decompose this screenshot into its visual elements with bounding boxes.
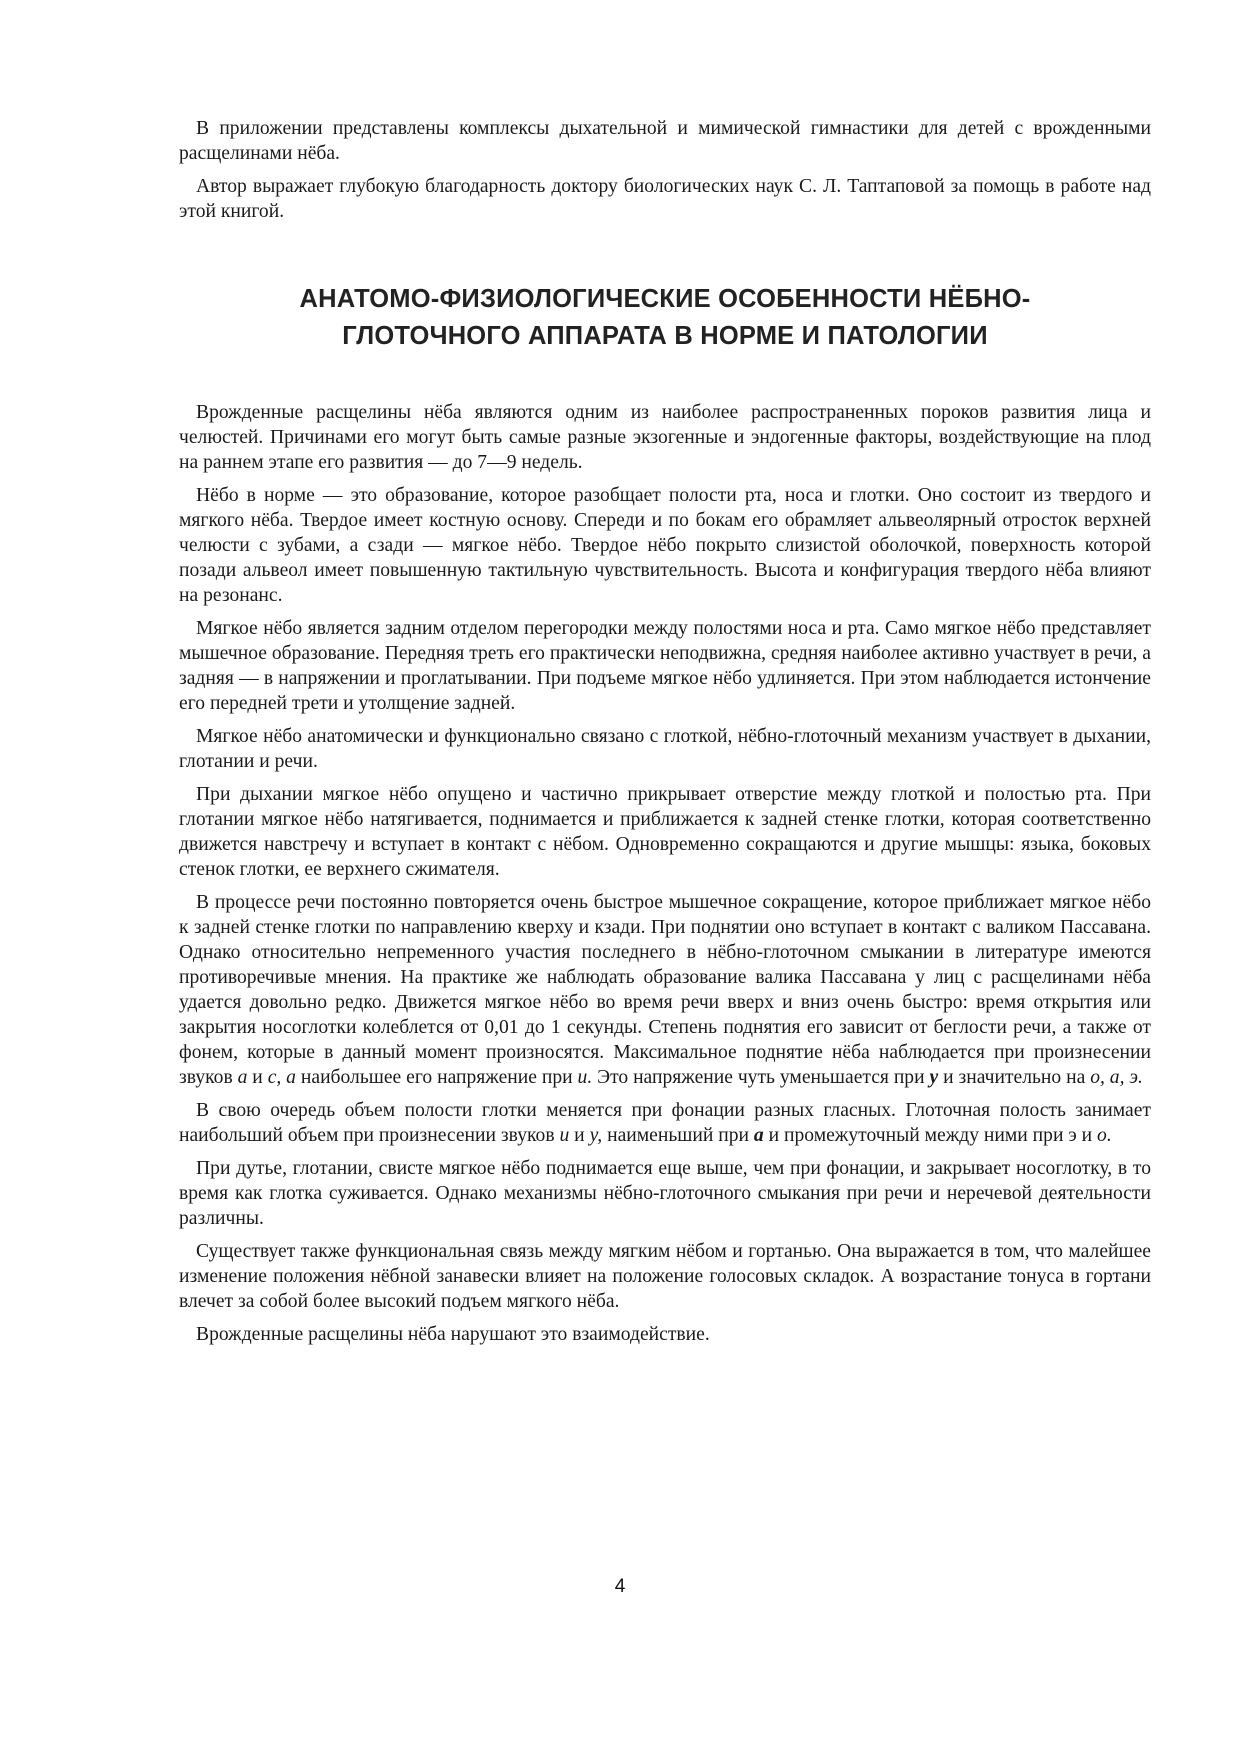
sound-label: а [237, 1067, 248, 1088]
paragraph-palate-norm: Нёбо в норме — это образование, которое разобщает полости рта, носа и глотки. Оно состоит из твердого и мягкого нёба. Твердое имеет костную основу. Спереди и по бокам его обрамляет альвеолярный отросток верхней челюсти с зубами, а сзади — мягкое нёбо. Твердое нёбо покрыто слизистой оболочкой, поверхность которой позади альвеол имеет повышенную тактильную чувствительность. Высота и конфигурация твердого нёба влияют на резонанс. [179, 485, 1151, 606]
sound-label: о. [1097, 1125, 1112, 1146]
paragraph-larynx-link: Существует также функциональная связь между мягким нёбом и гортанью. Она выражается в том, что малейшее изменение положения нёбной занавески влияет на положение голосовых складок. А возрастание тонуса в гортани влечет за собой более высокий подъем мягкого нёба. [179, 1241, 1151, 1312]
paragraph-pharynx-volume: В свою очередь объем полости глотки меняется при фонации разных гласных. Глоточная полость занимает наибольший объем при произнесении звуков и и у, наименьший при а и промежуточный между ними при э и о. [179, 1100, 1151, 1146]
section-heading-line-2: ГЛОТОЧНОГО АППАРАТА В НОРМЕ И ПАТОЛОГИИ [342, 322, 988, 350]
paragraph-cleft-palate-intro: Врожденные расщелины нёба являются одним из наиболее распространенных пороков развития лица и челюстей. Причинами его могут быть самые разные экзогенные и эндогенные факторы, воздействующие на плод на раннем этапе его развития — до 7—9 недель. [179, 402, 1151, 473]
sound-label: у, [589, 1125, 603, 1146]
sound-label: и [559, 1125, 570, 1146]
sound-label: а [753, 1125, 764, 1146]
sound-label: о, а, э. [1090, 1067, 1143, 1088]
section-heading [179, 281, 1151, 355]
paragraph-soft-palate: Мягкое нёбо является задним отделом перегородки между полостями носа и рта. Само мягкое нёбо представляет мышечное образование. Передняя треть его практически неподвижна, средняя наиболее активно участвует в речи, а задняя — в напряжении и проглатывании. При подъеме мягкое нёбо удлиняется. При этом наблюдается истончение его передней трети и утолщение задней. [179, 618, 1151, 714]
intro-section [179, 116, 1151, 232]
paragraph-palate-pharynx-link: Мягкое нёбо анатомически и функционально связано с глоткой, нёбно-глоточный механизм участвует в дыхании, глотании и речи. [179, 726, 1151, 772]
paragraph-speech-movement: В процессе речи постоянно повторяется очень быстрое мышечное сокращение, которое приближает мягкое нёбо к задней стенке глотки по направлению кверху и кзади. При поднятии оно вступает в контакт с валиком Пассавана. Однако относительно непременного участия последнего в нёбно-глоточном смыкании в литературе имеются противоречивые мнения. На практике же наблюдать образование валика Пассавана у лиц с расщелинами нёба удается довольно редко. Движется мягкое нёбо во время речи вверх и вниз очень быстро: время открытия или закрытия носоглотки колеблется от 0,01 до 1 секунды. Степень поднятия его зависит от беглости речи, а также от фонем, которые в данный момент произносятся. Максимальное поднятие нёба наблюдается при произнесении звуков а и с, а наибольшее его напряжение при и. Это напряжение чуть уменьшается при у и значительно на о, а, э. [179, 892, 1151, 1088]
paragraph-breathing-swallowing: При дыхании мягкое нёбо опущено и частично прикрывает отверстие между глоткой и полостью рта. При глотании мягкое нёбо натягивается, поднимается и приближается к задней стенке глотки, которая соответственно движется навстречу и вступает в контакт с нёбом. Одновременно сокращаются и другие мышцы: языка, боковых стенок глотки, ее верхнего сжимателя. [179, 784, 1151, 880]
sound-label: и. [577, 1067, 593, 1088]
sound-label: у [929, 1067, 939, 1088]
body-text [179, 400, 1151, 1355]
paragraph-conclusion: Врожденные расщелины нёба нарушают это взаимодействие. [196, 1324, 710, 1345]
page-number: 4 [614, 1576, 626, 1597]
section-heading-line-1: АНАТОМО-ФИЗИОЛОГИЧЕСКИЕ ОСОБЕННОСТИ НЁБНО- [299, 285, 1031, 313]
intro-paragraph: В приложении представлены комплексы дыхательной и мимической гимнастики для детей с врожденными расщелинами нёба. [179, 118, 1151, 164]
acknowledgement-paragraph: Автор выражает глубокую благодарность доктору биологических наук С. Л. Таптаповой за помощь в работе над этой книгой. [179, 176, 1151, 222]
sound-label: с, а [267, 1067, 296, 1088]
paragraph-blowing-whistling: При дутье, глотании, свисте мягкое нёбо поднимается еще выше, чем при фонации, и закрывает носоглотку, в то время как глотка суживается. Однако механизмы нёбно-глоточного смыкания при речи и неречевой деятельности различны. [179, 1158, 1151, 1229]
